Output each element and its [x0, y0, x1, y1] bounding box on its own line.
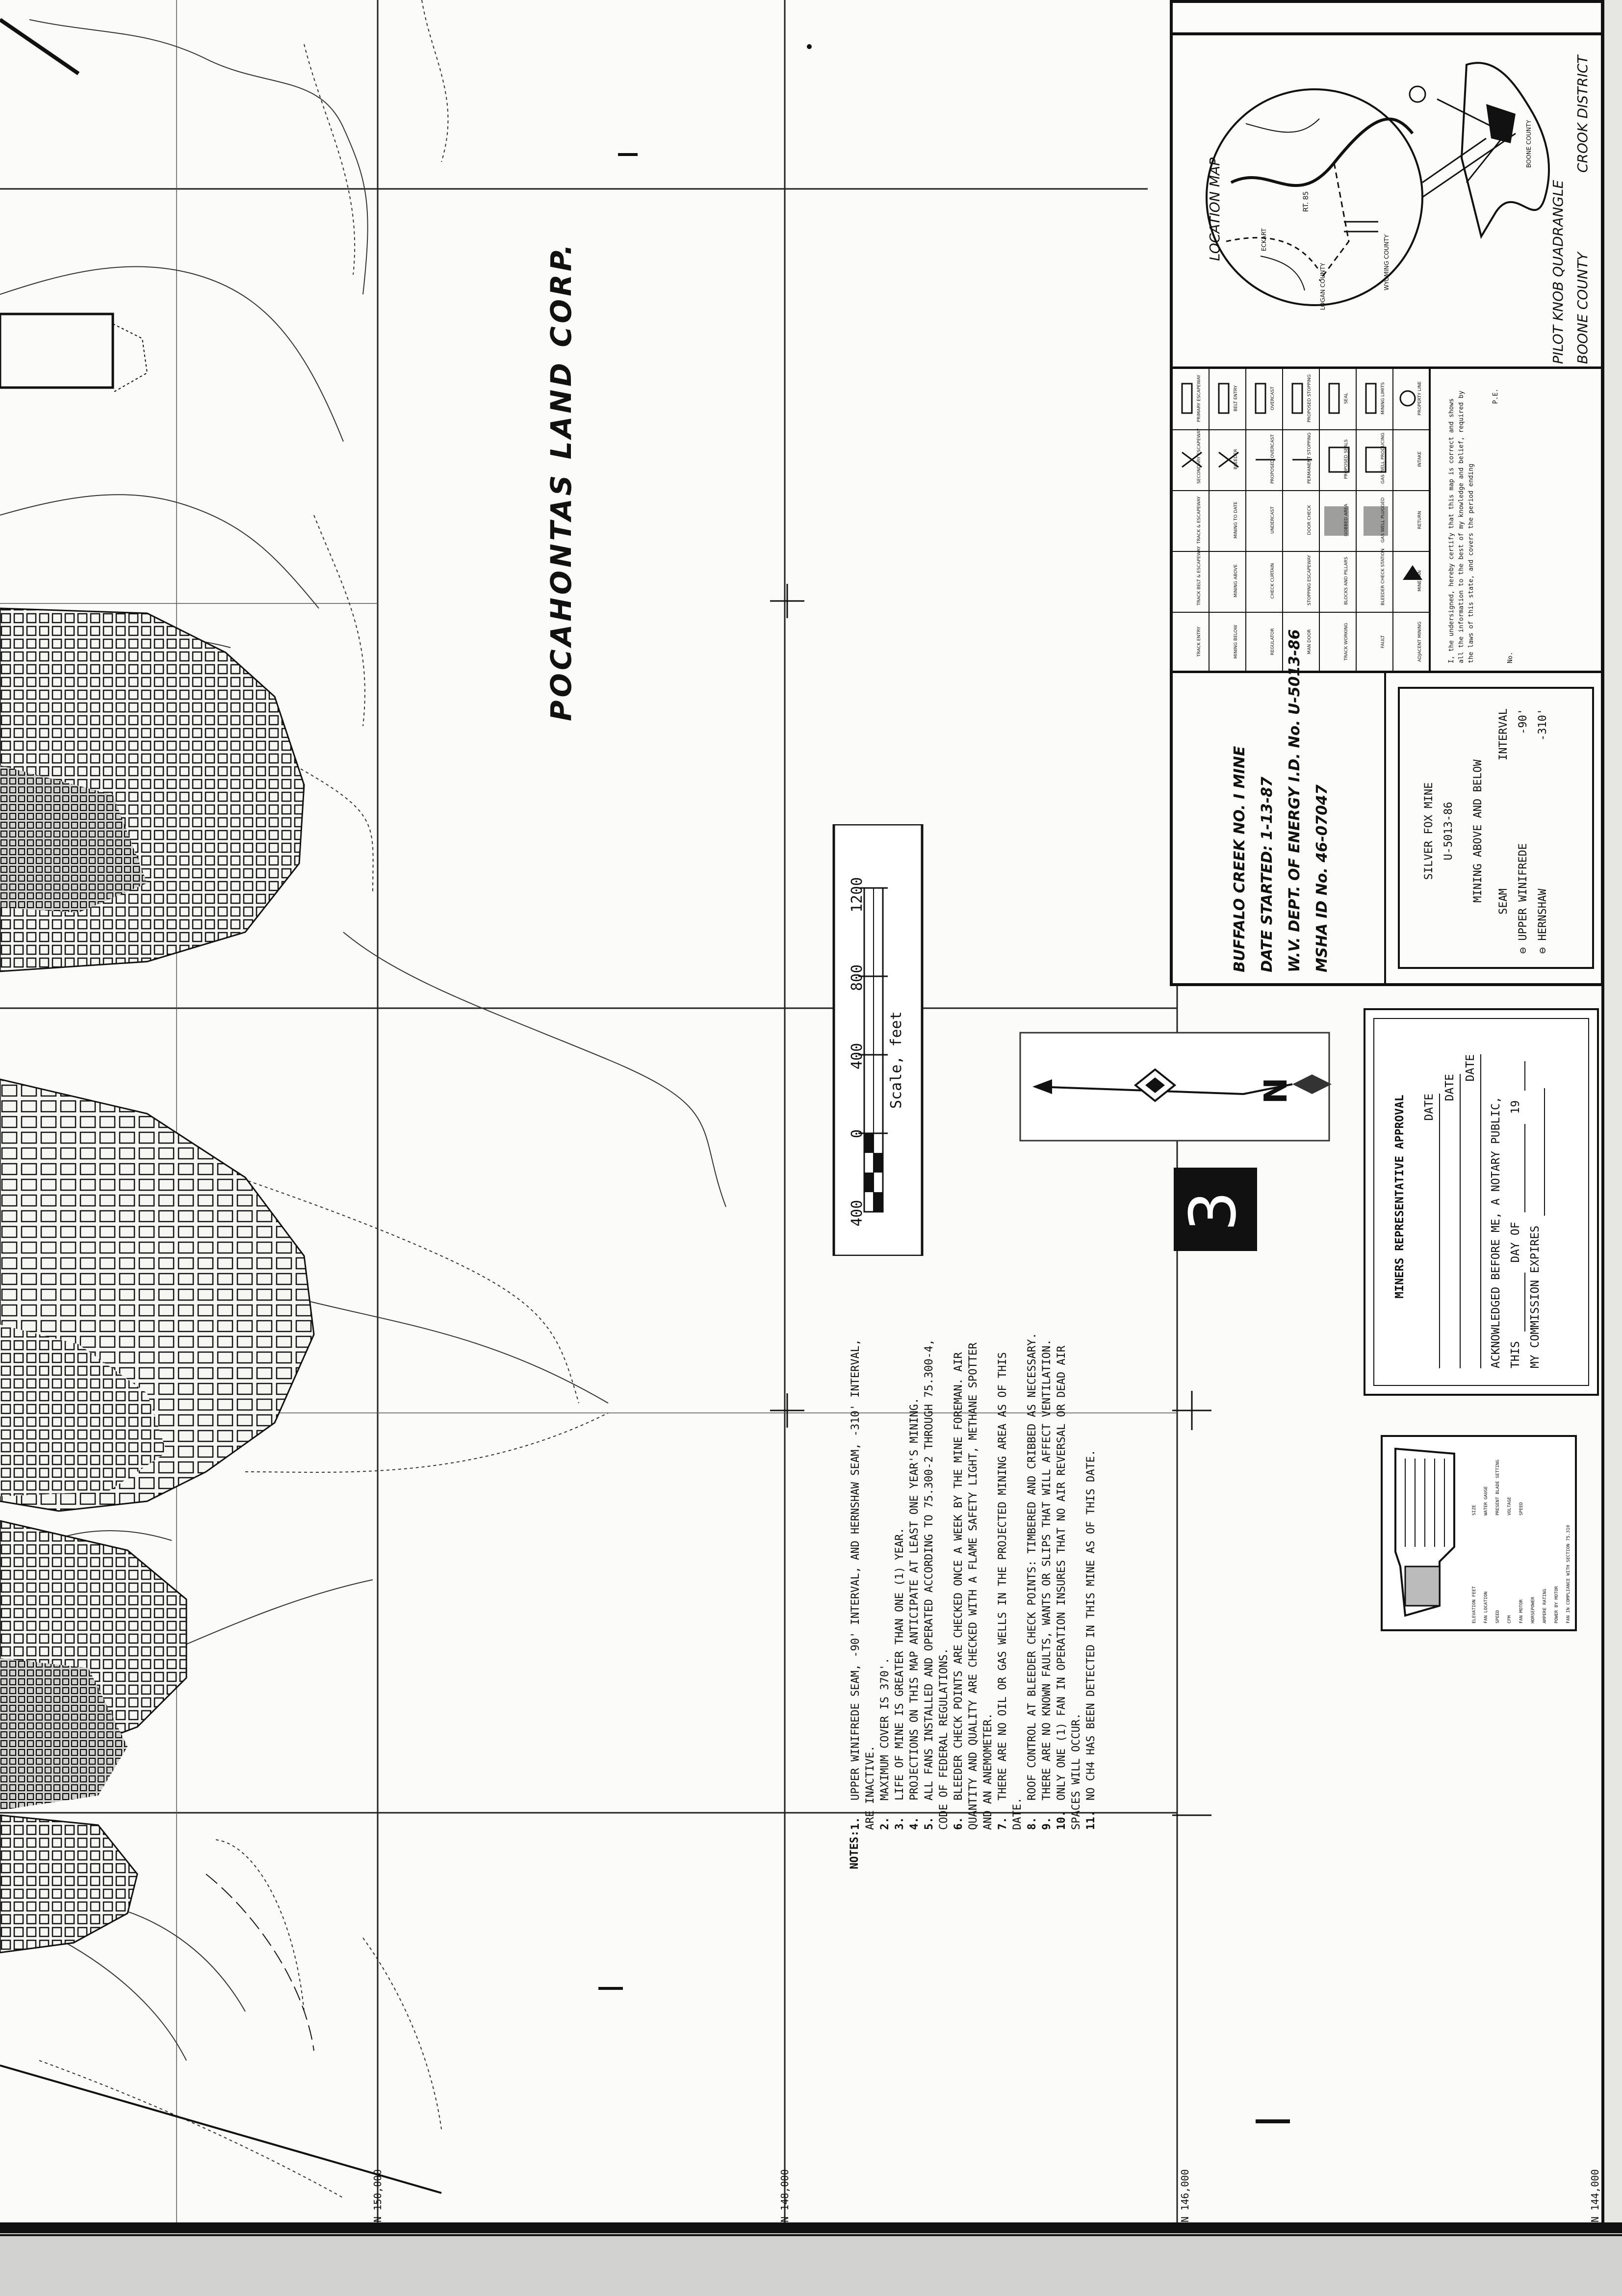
legend-label: TRACK WORKING — [1344, 623, 1349, 661]
grid-label-148000: N 148,000 — [779, 2169, 791, 2222]
seam-permit: U-5013-86 — [1442, 802, 1455, 861]
legend-label: FAULT — [1381, 635, 1386, 649]
legend-label: GOBBED AREA — [1344, 503, 1349, 537]
legend-label: DOOR CHECK — [1307, 505, 1312, 535]
seam-row: ⊖ UPPER WINIFREDE — [1517, 843, 1529, 954]
fan-field: ELEVATION FEET — [1472, 1586, 1477, 1623]
seam-symbol-icon: ⊖ — [1537, 940, 1549, 954]
note-item: 8.ROOF CONTROL AT BLEEDER CHECK POINTS: TIMBERED AND CRIBBED AS NECESSARY. — [1026, 1332, 1038, 1830]
legend-label: STOPPING ESCAPEWAY — [1307, 555, 1312, 605]
notes-block — [849, 1330, 1099, 1869]
fan-field: FAN MOTOR — [1519, 1599, 1524, 1623]
note-item: 2.MAXIMUM COVER IS 370'. — [879, 1657, 891, 1830]
legend-label: MINING ABOVE — [1234, 564, 1238, 598]
legend-label: SECONDARY ESCAPEWAY — [1197, 428, 1202, 484]
title-block-top-band — [1170, 0, 1604, 35]
legend-label: BELT ENTRY — [1234, 385, 1238, 412]
north-arrow — [1018, 1030, 1332, 1143]
fan-drawing-icon — [1386, 1439, 1464, 1630]
scale-tick-400: 400 — [849, 1043, 866, 1070]
approval-title: MINERS REPRESENTATIVE APPROVAL — [1393, 1095, 1406, 1299]
fan-field: WATER GAUGE — [1484, 1486, 1489, 1515]
legend-label: PROPERTY LINE — [1417, 381, 1422, 416]
location-label-eckart: ECKART — [1261, 228, 1267, 251]
legend — [1172, 369, 1602, 673]
legend-label: PROPOSED SEALS — [1344, 439, 1349, 479]
page-number-text: 3 — [1176, 1191, 1250, 1231]
fan-field: FAN LOCATION — [1484, 1591, 1489, 1623]
district-label: CROOK DISTRICT — [1574, 55, 1591, 173]
legend-label: GAS WELL PRODUCING — [1381, 432, 1386, 484]
legend-label: BLOCKS AND PILLARS — [1344, 557, 1349, 605]
fan-field: FAN IN COMPLIANCE WITH SECTION 75.310 — [1566, 1525, 1571, 1623]
fan-field: VOLTAGE — [1507, 1497, 1512, 1515]
date-label: DATE — [1443, 1074, 1456, 1101]
legend-label: PERMANENT STOPPING — [1307, 432, 1312, 484]
legend-label: BLEEDER CHECK STATION — [1381, 548, 1386, 605]
seam-symbol-icon: ⊖ — [1517, 940, 1529, 954]
title-block-text — [1226, 629, 1336, 972]
seam-box — [1398, 687, 1594, 969]
this-day-line: THIS DAY OF 19 — [1506, 1025, 1525, 1368]
commission-text: MY COMMISSION EXPIRES — [1525, 1025, 1545, 1368]
scale-bar-graphic — [829, 824, 927, 1256]
note-item: 9.THERE ARE NO KNOWN FAULTS, WANTS OR SLIPS THAT WILL AFFECT VENTILATION. — [1041, 1339, 1053, 1830]
location-label-logan: LOGAN COUNTY — [1319, 262, 1326, 310]
location-label-route: RT. 85 — [1302, 191, 1310, 212]
fan-field: POWER BY MOTOR — [1554, 1586, 1559, 1623]
fan-fields-right — [1468, 1442, 1527, 1515]
grid-label-150000: N 150,000 — [372, 2169, 384, 2222]
location-map-title: LOCATION MAP — [1207, 157, 1223, 261]
seam-row: ⊖ HERNSHAW — [1537, 888, 1549, 954]
seam-interval: -90' — [1517, 708, 1529, 734]
legend-label: TRACK ENTRY — [1197, 626, 1202, 657]
date-label: DATE — [1423, 1094, 1436, 1121]
legend-label: MAN DOOR — [1307, 629, 1312, 654]
legend-label: SEAL — [1344, 392, 1349, 404]
legend-label: TRACK & ESCAPEWAY — [1197, 496, 1202, 544]
legend-label: BLEEDER — [1234, 449, 1238, 470]
quadrangle-label: PILOT KNOB QUADRANGLE — [1550, 180, 1566, 364]
legend-label: TRACK BELT & ESCAPEWAY — [1197, 546, 1202, 605]
cert-number: No. — [1507, 652, 1514, 663]
note-item: 1.UPPER WINIFREDE SEAM, -90' INTERVAL, AND HERNSHAW SEAM, -310' INTERVAL, ARE INACTIVE. — [850, 1339, 876, 1830]
seam-interval: -310' — [1537, 708, 1549, 741]
notes-list — [849, 1330, 1099, 1830]
energy-id: W.V. DEPT. OF ENERGY I.D. No. U-5013-86 — [1286, 629, 1303, 972]
seam-box-content — [1419, 708, 1553, 954]
fan-field: CFM — [1507, 1615, 1512, 1623]
note-item: 5.ALL FANS INSTALLED AND OPERATED ACCORDING TO 75.300-2 THROUGH 75.300-4, CODE OF FEDERAL REGULATIONS. — [923, 1339, 950, 1830]
legend-label: MINE FAN — [1417, 570, 1422, 592]
notes-heading: NOTES: — [849, 1830, 861, 1869]
note-item: 4.PROJECTIONS ON THIS MAP ANTICIPATE AT LEAST ONE YEAR'S MINING. — [908, 1397, 921, 1830]
approval-content — [1390, 1025, 1545, 1368]
note-item: 6.BLEEDER CHECK POINTS ARE CHECKED ONCE A WEEK BY THE MINE FOREMAN. AIR QUANTITY AND QUALITY ARE CHECKED WITH A FLAME SAFETY LIGHT, METHANE SPOTTER AND AN ANEMOMETER. — [953, 1342, 994, 1830]
legend-label: INTAKE — [1417, 451, 1422, 467]
interval-col-header: INTERVAL — [1497, 708, 1510, 760]
mine-name: BUFFALO CREEK NO. I MINE — [1231, 746, 1248, 972]
legend-label: GAS WELL PLUGGED — [1381, 497, 1386, 543]
fan-field: HORSEPOWER — [1531, 1596, 1536, 1623]
date-label: DATE — [1464, 1054, 1477, 1082]
legend-label: CHECK CURTAIN — [1270, 563, 1275, 599]
scale-tick-neg400: 400 — [849, 1200, 866, 1226]
north-letter: N — [1258, 1077, 1294, 1104]
scale-bar — [829, 824, 927, 1256]
fan-field: SPEED — [1519, 1502, 1524, 1515]
legend-label: MINING BELOW — [1234, 625, 1238, 659]
fan-field: SIZE — [1472, 1505, 1477, 1515]
note-item: 11.NO CH4 HAS BEEN DETECTED IN THIS MINE AS OF THIS DATE. — [1085, 1449, 1097, 1830]
county-label: BOONE COUNTY — [1574, 252, 1591, 364]
note-item: 3.LIFE OF MINE IS GREATER THAN ONE (1) YEAR. — [894, 1527, 906, 1830]
legend-label: RETURN — [1417, 511, 1422, 529]
note-item: 7.THERE ARE NO OIL OR GAS WELLS IN THE PROJECTED MINING AREA AS OF THIS DATE. — [997, 1352, 1024, 1830]
location-label-boone: BOONE COUNTY — [1525, 120, 1532, 168]
legend-label: REGULATOR — [1270, 628, 1275, 655]
location-map-graphic — [1172, 35, 1602, 369]
legend-label: OVERCAST — [1270, 386, 1275, 411]
seam-mine-title: SILVER FOX MINE — [1423, 782, 1435, 880]
msha-id: MSHA ID No. 46-07047 — [1313, 784, 1331, 972]
page-number — [1174, 1168, 1257, 1251]
scale-tick-0: 0 — [849, 1129, 866, 1138]
scale-tick-1200: 1200 — [849, 877, 866, 913]
owner-label: POCAHONTAS LAND CORP. — [544, 241, 578, 721]
fan-field: PRESENT BLADE SETTING — [1495, 1460, 1500, 1515]
certification-text: I, the undersigned, hereby certify that this map is correct and shows all the information to the best of my knowledge and belief, required by the laws of this state, and covers the period ending P.E. No. — [1447, 389, 1516, 663]
legend-label: PRIMARY ESCAPEWAY — [1197, 374, 1202, 422]
legend-label: UNDERCAST — [1270, 506, 1275, 534]
approval-box — [1364, 1008, 1599, 1396]
cert-signature: P.E. — [1492, 389, 1499, 404]
legend-label: MINING LIMITS — [1381, 382, 1386, 415]
fan-field: AMPERE RATING — [1543, 1589, 1547, 1623]
fan-box — [1381, 1435, 1577, 1631]
legend-label: ADJACENT MINING — [1417, 621, 1422, 662]
grid-label-144000: N 144,000 — [1589, 2169, 1601, 2222]
location-label-wyoming: WYOMING COUNTY — [1383, 234, 1390, 290]
location-map — [1172, 35, 1602, 369]
note-item: 10.ONLY ONE (1) FAN IN OPERATION INSURES THAT NO AIR REVERSAL OR DEAD AIR SPACES WILL OCCUR. — [1056, 1345, 1082, 1830]
seam-col-header: SEAM — [1497, 888, 1510, 914]
legend-label: PROPOSED STOPPING — [1307, 374, 1312, 422]
grid-label-146000: N 146,000 — [1179, 2169, 1191, 2222]
date-started: DATE STARTED: 1-13-87 — [1259, 777, 1276, 972]
fan-field: SPEED — [1495, 1610, 1500, 1623]
scale-label: Scale, feet — [888, 1011, 905, 1109]
notary-text: ACKNOWLEDGED BEFORE ME, A NOTARY PUBLIC, — [1490, 1096, 1502, 1368]
scale-tick-800: 800 — [849, 964, 866, 991]
legend-label: MINING TO DATE — [1234, 501, 1238, 539]
seam-subtitle: MINING ABOVE AND BELOW — [1472, 759, 1484, 903]
legend-label: PROPOSED OVERCAST — [1270, 434, 1275, 484]
